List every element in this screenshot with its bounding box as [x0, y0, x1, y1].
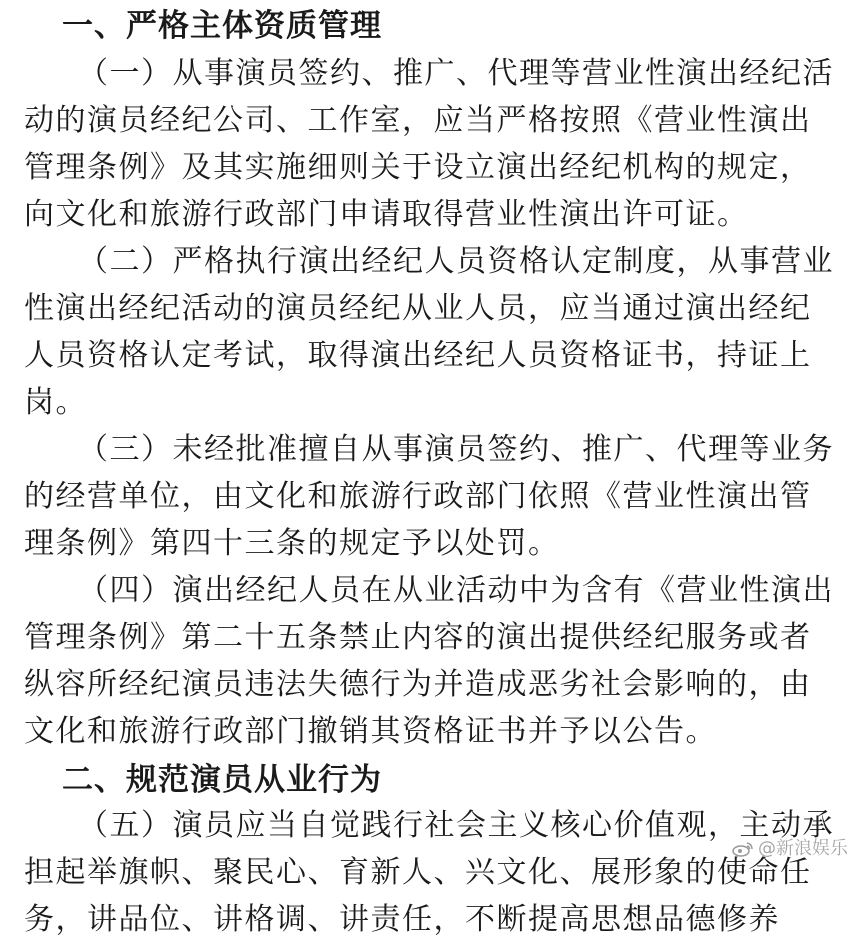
watermark-text: @新浪娱乐	[758, 838, 848, 859]
paragraph-2-line-1: （二）严格执行演出经纪人员资格认定制度，从事营业	[78, 244, 834, 279]
paragraph-5-line-2: 担起举旗帜、聚民心、育新人、兴文化、展形象的使命任	[24, 855, 812, 890]
paragraph-4-line-1: （四）演出经纪人员在从业活动中为含有《营业性演出	[78, 573, 834, 608]
paragraph-3-line-3: 理条例》第四十三条的规定予以处罚。	[24, 526, 560, 561]
weibo-watermark	[732, 838, 848, 860]
paragraph-1-line-3: 管理条例》及其实施细则关于设立演出经纪机构的规定，	[24, 150, 812, 185]
paragraph-5-line-3: 务，讲品位、讲格调、讲责任，不断提高思想品德修养	[24, 902, 780, 937]
paragraph-4-line-4: 文化和旅游行政部门撤销其资格证书并予以公告。	[24, 714, 717, 749]
paragraph-1-line-2: 动的演员经纪公司、工作室，应当严格按照《营业性演出	[24, 103, 812, 138]
paragraph-3-line-1: （三）未经批准擅自从事演员签约、推广、代理等业务	[78, 432, 834, 467]
paragraph-2-line-3: 人员资格认定考试，取得演出经纪人员资格证书，持证上	[24, 338, 812, 373]
paragraph-2-line-4: 岗。	[24, 385, 87, 420]
paragraph-3-line-2: 的经营单位，由文化和旅游行政部门依照《营业性演出管	[24, 479, 812, 514]
paragraph-5-line-1: （五）演员应当自觉践行社会主义核心价值观，主动承	[78, 808, 834, 843]
paragraph-4-line-3: 纵容所经纪演员违法失德行为并造成恶劣社会影响的，由	[24, 667, 812, 702]
paragraph-4-line-2: 管理条例》第二十五条禁止内容的演出提供经纪服务或者	[24, 620, 812, 655]
paragraph-1-line-4: 向文化和旅游行政部门申请取得营业性演出许可证。	[24, 197, 749, 232]
section-heading-2: 二、规范演员从业行为	[62, 762, 382, 798]
paragraph-2-line-2: 性演出经纪活动的演员经纪从业人员，应当通过演出经纪	[24, 291, 812, 326]
section-heading-1: 一、严格主体资质管理	[62, 8, 382, 44]
weibo-logo-icon	[732, 841, 754, 857]
paragraph-1-line-1: （一）从事演员签约、推广、代理等营业性演出经纪活	[78, 56, 834, 91]
